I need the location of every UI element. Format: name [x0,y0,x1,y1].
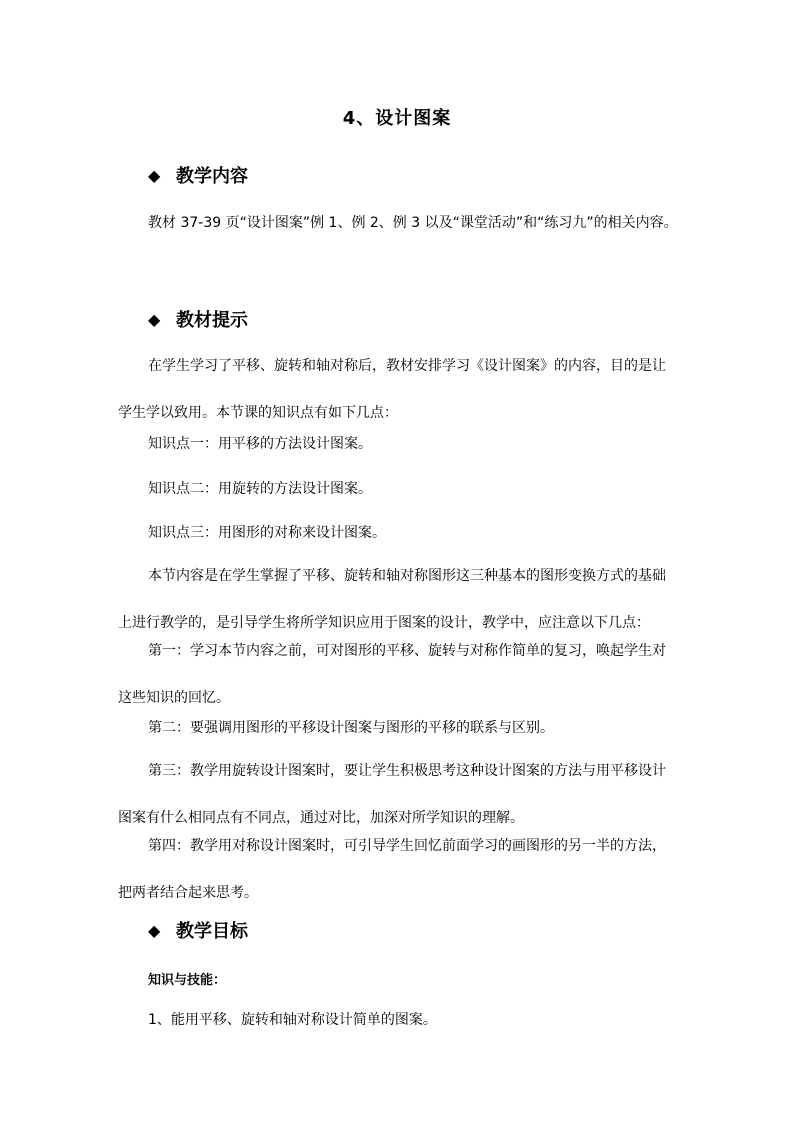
hint-first-text: 第一：学习本节内容之前，可对图形的平移、旋转与对称作简单的复习，唤起学生对这些知识的回忆。 [118,643,666,706]
diamond-bullet-icon: ◆ [148,920,161,940]
hints-intro-text: 在学生学习了平移、旋转和轴对称后，教材安排学习《设计图案》的内容，目的是让学生学以致用。本节课的知识点有如下几点： [118,358,666,421]
knowledge-point-3: 知识点三：用图形的对称来设计图案。 [148,525,386,541]
diamond-bullet-icon: ◆ [148,165,161,185]
section-heading-goals [148,917,248,943]
hint-fourth-paragraph [118,823,678,917]
knowledge-point-2: 知识点二：用旋转的方法设计图案。 [148,481,372,497]
section-heading-hints [148,306,248,332]
section-heading-label: 教材提示 [176,310,248,331]
content-paragraph [118,200,678,247]
hints-summary-text: 本节内容是在学生掌握了平移、旋转和轴对称图形这三种基本的图形变换方式的基础上进行教学的，是引导学生将所学知识应用于图案的设计，教学中，应注意以下几点： [118,568,666,631]
section-heading-label: 教学内容 [176,166,248,187]
hint-third-text: 第三：教学用旋转设计图案时，要让学生积极思考这种设计图案的方法与用平移设计图案有什么相同点有不同点，通过对比，加深对所学知识的理解。 [118,763,666,826]
content-text: 教材 37-39 页“设计图案”例 1、例 2、例 3 以及“课堂活动”和“练习九”的相关内容。 [148,215,678,231]
goal-item-1: 1、能用平移、旋转和轴对称设计简单的图案。 [148,1012,437,1028]
hints-intro-paragraph [118,343,678,437]
section-heading-label: 教学目标 [176,921,248,942]
hint-first-paragraph [118,628,678,722]
knowledge-point-1: 知识点一：用平移的方法设计图案。 [148,436,372,452]
hint-fourth-text: 第四：教学用对称设计图案时，可引导学生回忆前面学习的画图形的另一半的方法，把两者结合起来思考。 [118,838,666,901]
section-heading-content [148,162,248,188]
page-title: 4、设计图案 [342,108,452,129]
goals-subheading: 知识与技能： [148,973,227,988]
diamond-bullet-icon: ◆ [148,309,161,329]
hint-second-line: 第二：要强调用图形的平移设计图案与图形的平移的联系与区别。 [148,720,554,736]
